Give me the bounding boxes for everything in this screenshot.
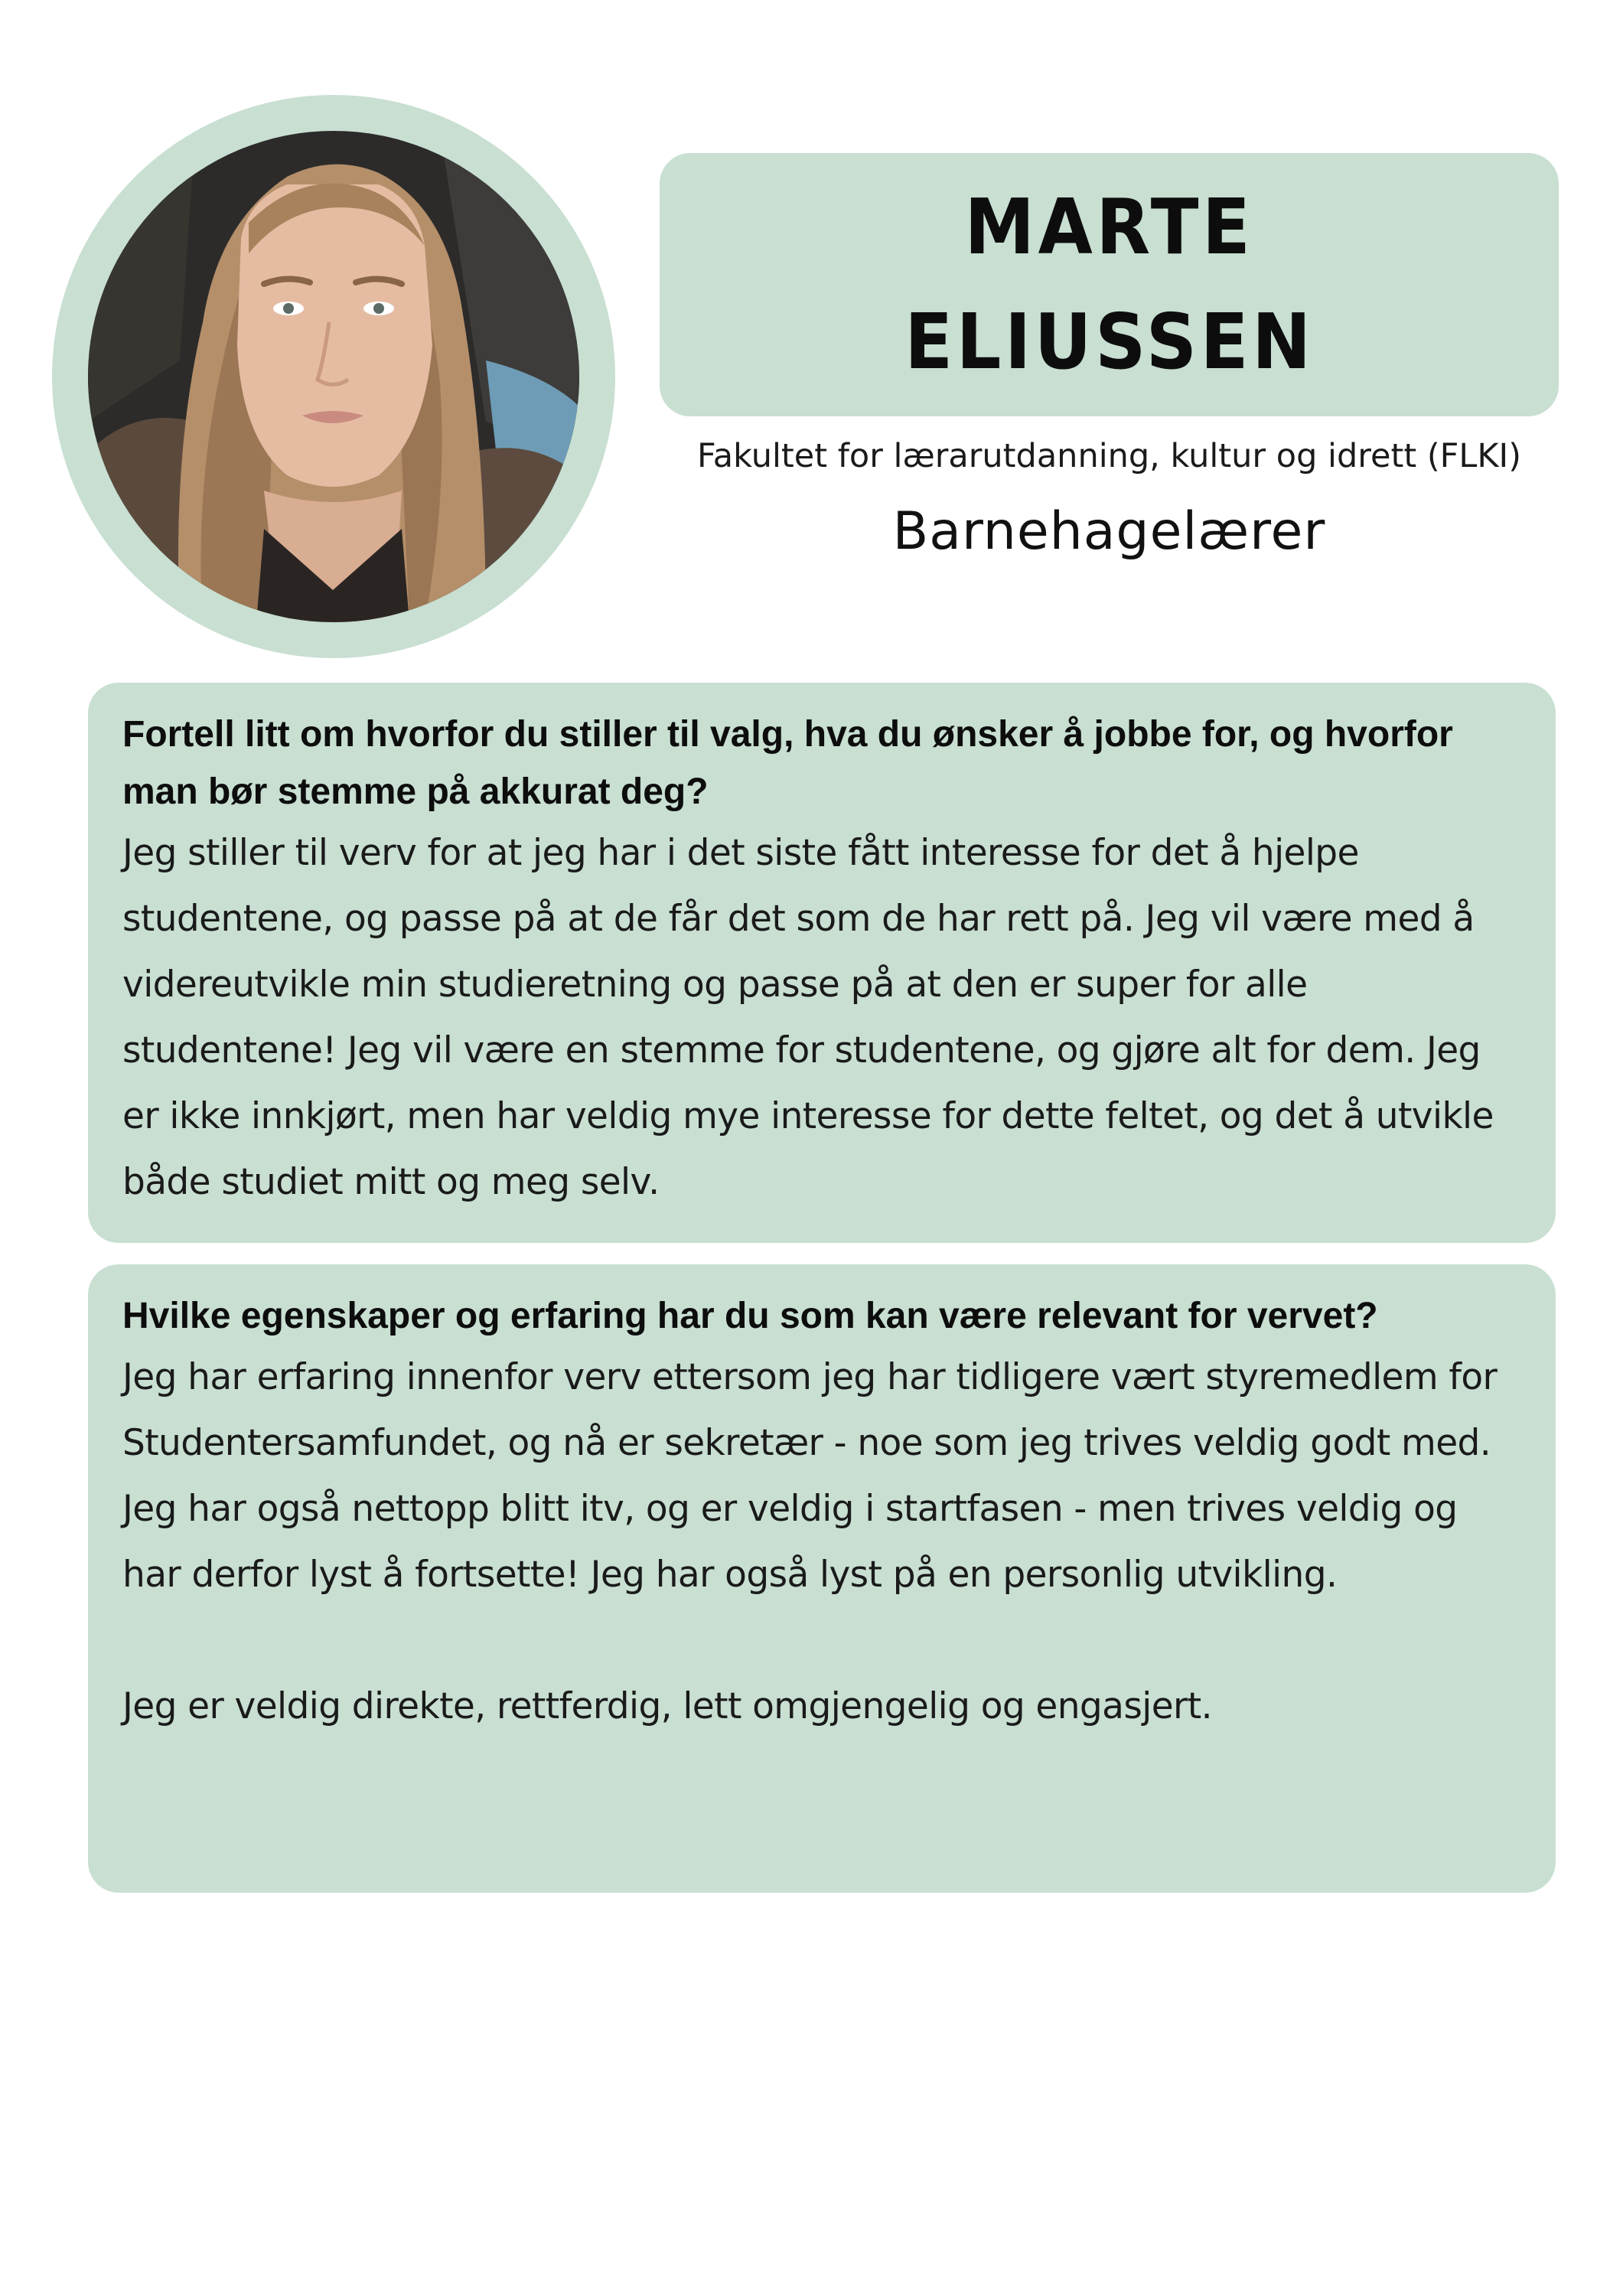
answer-traits: Jeg er veldig direkte, rettferdig, lett omgjengelig og engasjert.	[122, 1685, 1212, 1727]
portrait-photo	[88, 131, 579, 622]
name-box	[660, 153, 1559, 416]
faculty-label: Fakultet for lærarutdanning, kultur og idrett (FLKI)	[697, 437, 1521, 475]
last-name: ELIUSSEN	[904, 297, 1315, 386]
answer-experience: Jeg har erfaring innenfor verv ettersom jeg har tidligere vært styremedlem for Studentersamfundet, og nå er sekretær - noe som jeg trives veldig godt med. Jeg har også nettopp blitt itv, og er veldig i startfasen - men trives veldig og har derfor lyst å fortsette! Jeg har også lyst på en personlig utvikling.	[122, 1356, 1498, 1596]
answer-motivation: Jeg stiller til verv for at jeg har i det siste fått interesse for det å hjelpe studentene, og passe på at de får det som de har rett på. Jeg vil være med å videreutvikle min studieretning og passe på at den er super for alle studentene! Jeg vil være en stemme for studentene, og gjøre alt for dem. Jeg er ikke innkjørt, men har veldig mye interesse for dette feltet, og det å utvikle både studiet mitt og meg selv.	[122, 832, 1494, 1203]
role-label: Barnehagelærer	[892, 501, 1326, 562]
question-motivation: Fortell litt om hvorfor du stiller til valg, hva du ønsker å jobbe for, og hvorfor man bør stemme på akkurat deg?	[122, 714, 1453, 812]
first-name: MARTE	[964, 182, 1254, 272]
portrait-illustration	[88, 131, 579, 622]
qa-card-experience	[88, 1264, 1556, 1893]
qa-card-motivation	[88, 683, 1556, 1243]
question-experience: Hvilke egenskaper og erfaring har du som kan være relevant for vervet?	[122, 1296, 1378, 1336]
